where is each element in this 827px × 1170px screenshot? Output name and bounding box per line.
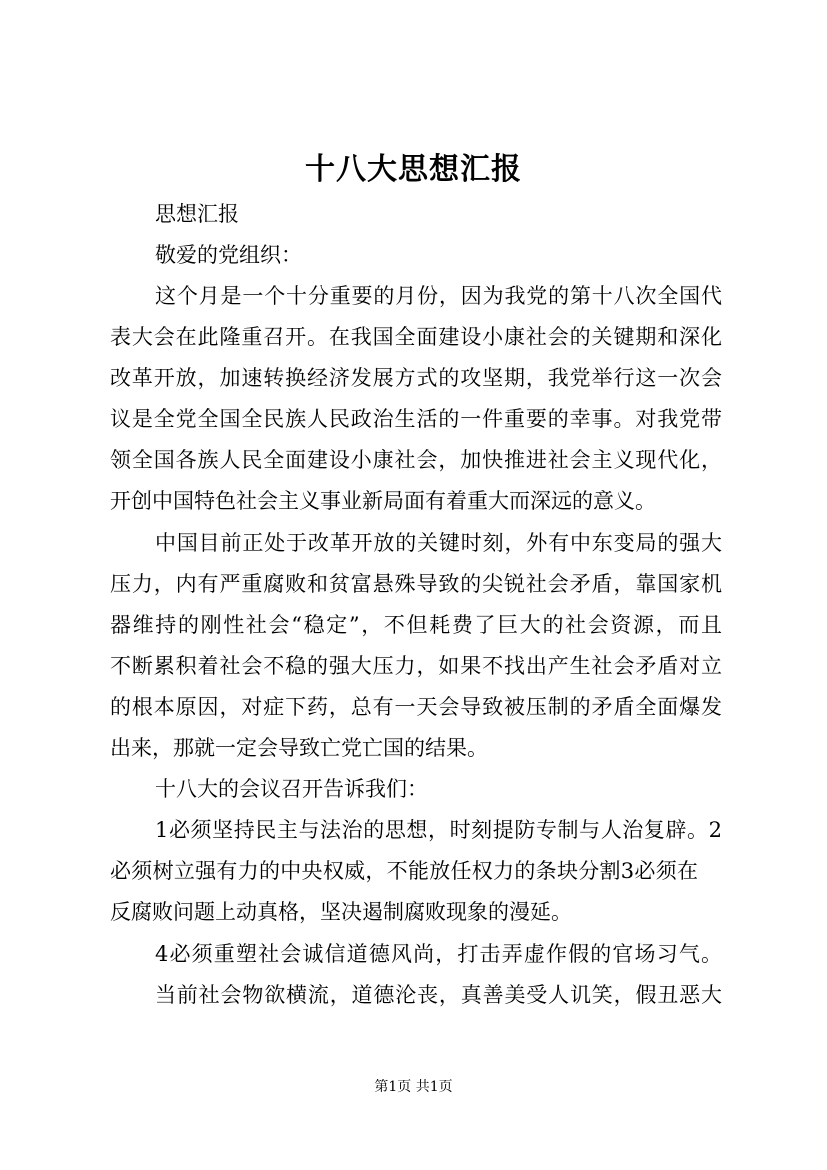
heading-subtitle: 思想汇报: [155, 202, 239, 226]
page-footer: 第1页 共1页: [374, 1079, 453, 1095]
text-line: 开创中国特色社会主义事业新局面有着重大而深远的意义。: [110, 489, 656, 513]
text-line: 压力，内有严重腐败和贫富悬殊导致的尖锐社会矛盾，靠国家机: [110, 572, 722, 596]
salutation: 敬爱的党组织：: [155, 243, 302, 267]
text-line: 的根本原因，对症下药，总有一天会导致被压制的矛盾全面爆发: [110, 695, 722, 719]
document-title: 十八大思想汇报: [305, 152, 522, 187]
text-line: 议是全党全国全民族人民政治生活的一件重要的幸事。对我党带: [110, 407, 722, 431]
text-line: 领全国各族人民全面建设小康社会，加快推进社会主义现代化，: [110, 448, 722, 472]
text-line: 这个月是一个十分重要的月份，因为我党的第十八次全国代: [155, 284, 722, 308]
paragraph-5: 4必须重塑社会诚信道德风尚，打击弄虚作假的官场习气。: [155, 942, 722, 966]
paragraph-6: 当前社会物欲横流，道德沦丧，真善美受人讥笑，假丑恶大: [155, 983, 722, 1007]
text-line: 改革开放，加速转换经济发展方式的攻坚期，我党举行这一次会: [110, 366, 722, 390]
text-line: 不断累积着社会不稳的强大压力，如果不找出产生社会矛盾对立: [110, 654, 722, 678]
text-line: 中国目前正处于改革开放的关键时刻，外有中东变局的强大: [155, 531, 722, 555]
text-line: 1必须坚持民主与法治的思想，时刻提防专制与人治复辟。2: [155, 818, 722, 842]
text-line: 表大会在此隆重召开。在我国全面建设小康社会的关键期和深化: [110, 325, 722, 349]
paragraph-3: 十八大的会议召开告诉我们：: [155, 777, 428, 801]
text-line: 必须树立强有力的中央权威，不能放任权力的条块分割3必须在: [110, 859, 698, 883]
text-line: 反腐败问题上动真格，坚决遏制腐败现象的漫延。: [110, 900, 572, 924]
text-line: 出来，那就一定会导致亡党亡国的结果。: [110, 736, 488, 760]
text-line: 器维持的刚性社会“稳定”，不但耗费了巨大的社会资源，而且: [110, 613, 722, 637]
